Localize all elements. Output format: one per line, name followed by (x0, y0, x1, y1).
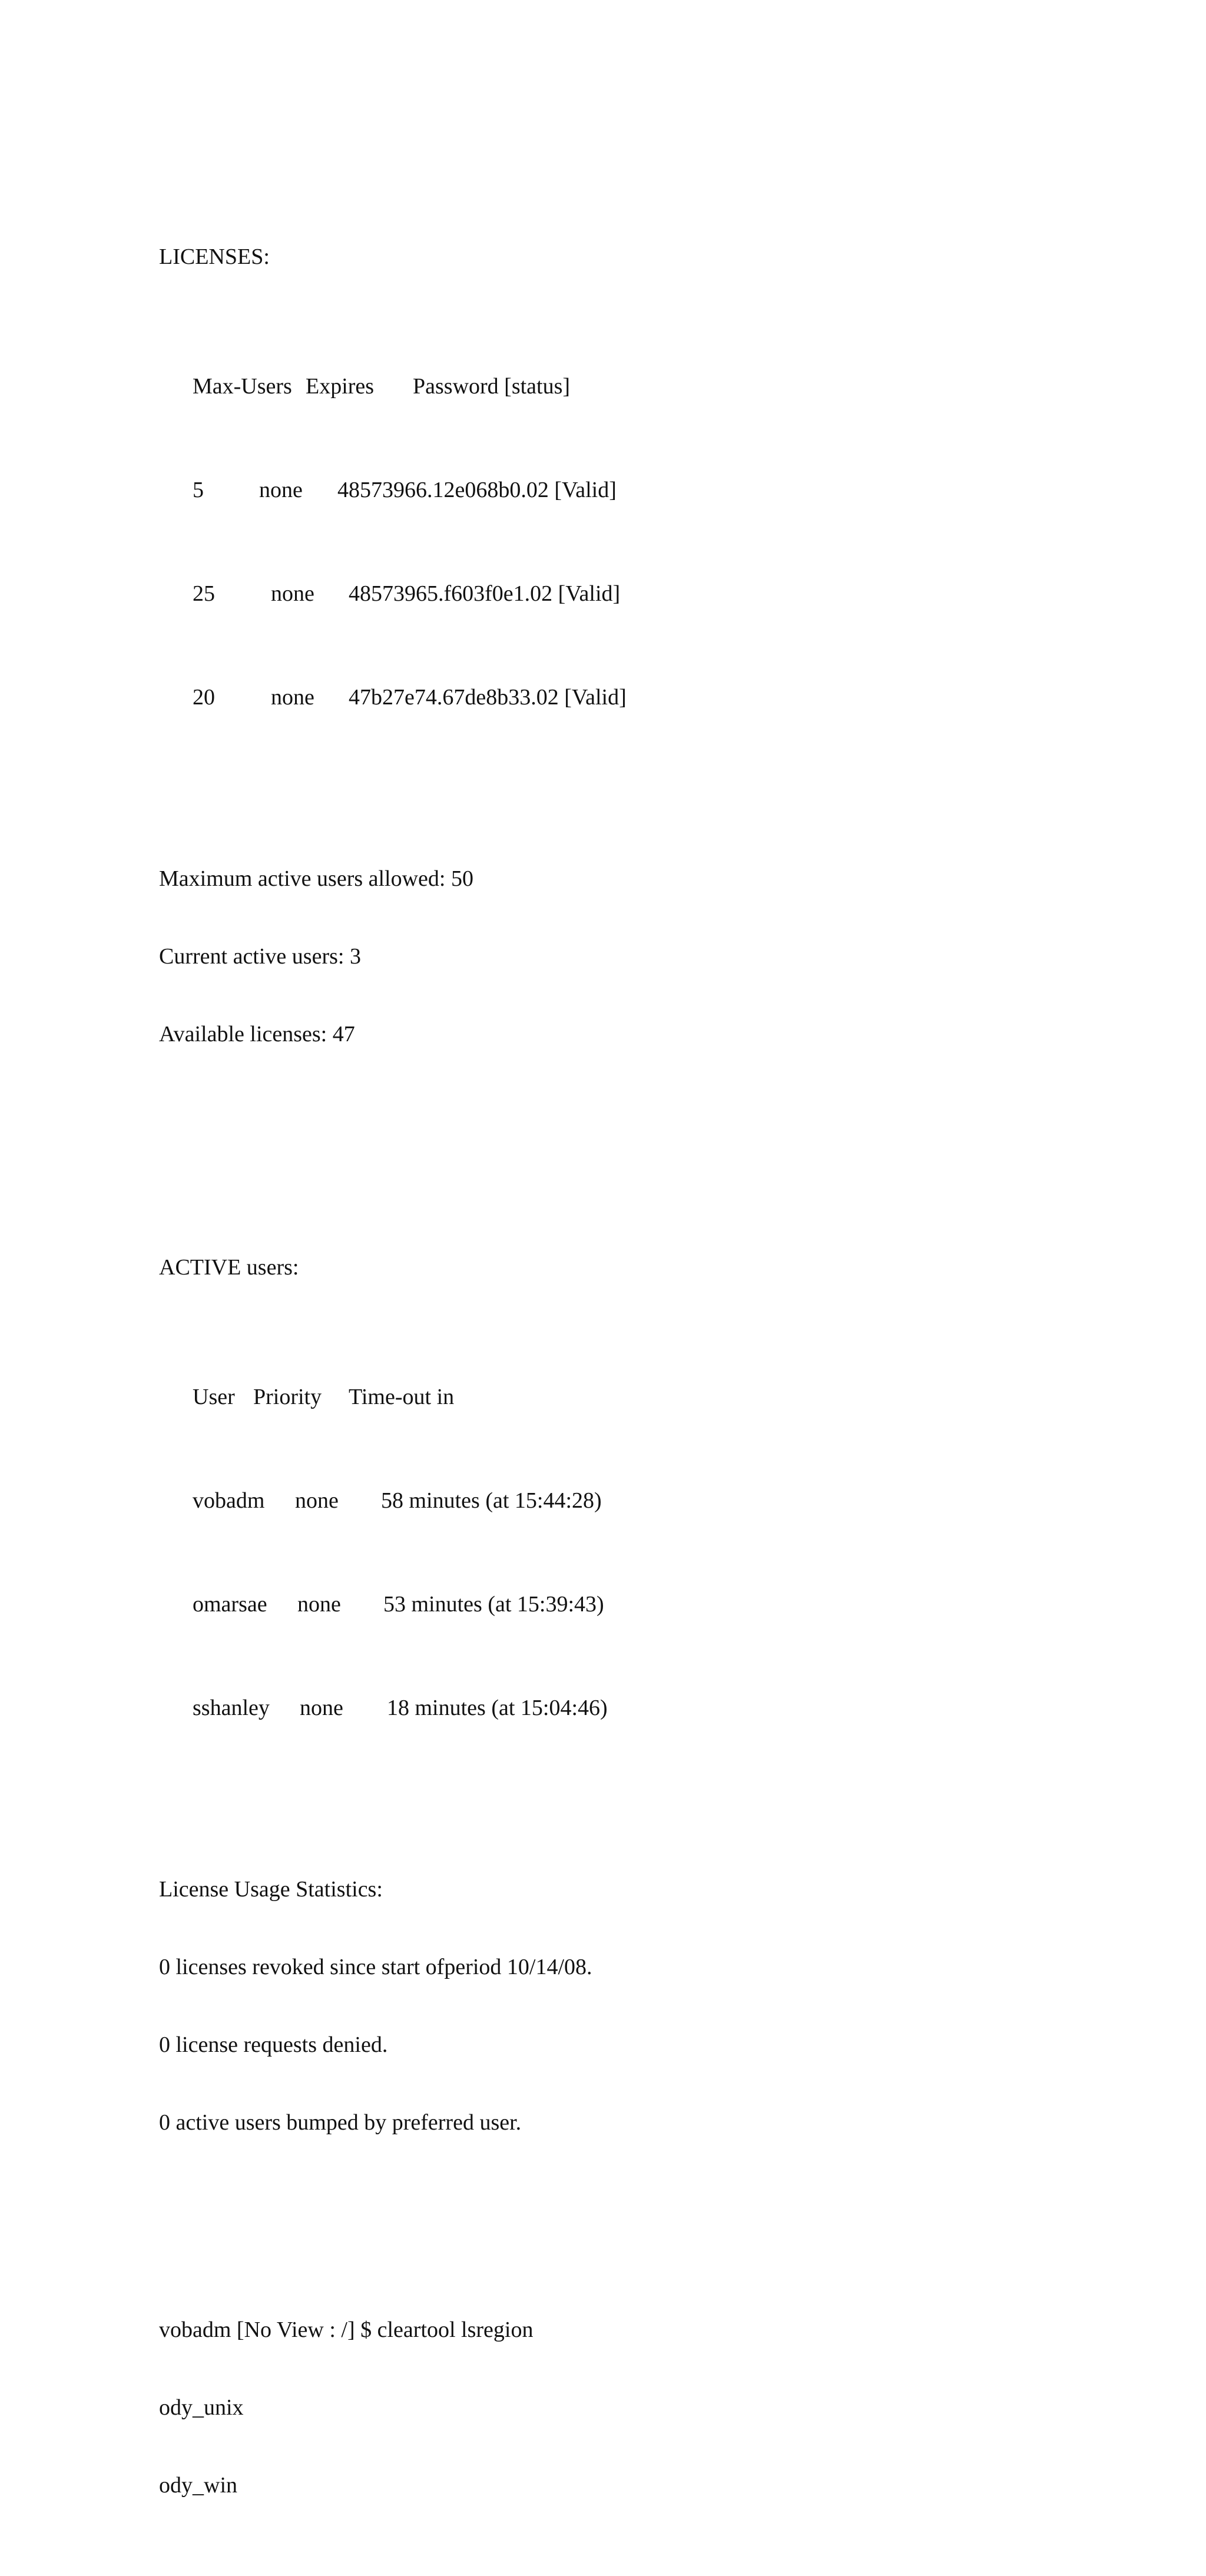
license-expires: none (271, 581, 314, 606)
active-user-priority: none (295, 1488, 339, 1513)
spacer (159, 762, 627, 788)
licenses-header-row (159, 347, 627, 399)
max-active-users-line: Maximum active users allowed: 50 (159, 866, 473, 891)
active-users-heading: ACTIVE users: (159, 1255, 299, 1280)
active-user-priority: none (300, 1696, 343, 1720)
spacer (159, 1125, 627, 1177)
license-max-users: 20 (193, 685, 215, 710)
license-password: 48573966.12e068b0.02 [Valid] (337, 478, 617, 502)
col-header-expires: Expires (306, 374, 375, 399)
available-licenses-line: Available licenses: 47 (159, 1022, 355, 1047)
license-expires: none (259, 478, 303, 502)
active-user-timeout: 18 minutes (at 15:04:46) (387, 1696, 608, 1720)
license-row (159, 658, 627, 710)
active-users-header-row (159, 1358, 627, 1409)
requests-denied-line: 0 license requests denied. (159, 2032, 388, 2057)
current-active-users-line: Current active users: 3 (159, 944, 361, 969)
active-user-name: omarsae (193, 1592, 267, 1617)
col-header-timeout: Time-out in (349, 1385, 455, 1409)
active-user-row (159, 1669, 627, 1720)
active-user-name: vobadm (193, 1488, 265, 1513)
users-bumped-line: 0 active users bumped by preferred user. (159, 2110, 522, 2135)
command-output-line: ody_win (159, 2473, 237, 2498)
licenses-heading: LICENSES: (159, 244, 270, 269)
license-row (159, 555, 627, 606)
col-header-user: User (193, 1385, 235, 1409)
license-password: 48573965.f603f0e1.02 [Valid] (349, 581, 621, 606)
terminal-output-text (159, 166, 627, 2576)
licenses-revoked-line: 0 licenses revoked since start ofperiod 10/14/08. (159, 1955, 592, 1979)
col-header-password: Password [status] (413, 374, 571, 399)
active-user-row (159, 1462, 627, 1513)
active-user-row (159, 1565, 627, 1617)
license-password: 47b27e74.67de8b33.02 [Valid] (349, 685, 627, 710)
active-user-timeout: 58 minutes (at 15:44:28) (381, 1488, 602, 1513)
col-header-max-users: Max-Users (193, 374, 292, 399)
license-max-users: 25 (193, 581, 215, 606)
license-expires: none (271, 685, 314, 710)
license-row (159, 451, 627, 502)
spacer (159, 1773, 627, 1799)
usage-statistics-heading: License Usage Statistics: (159, 1877, 383, 1902)
command-output-line: ody_unix (159, 2395, 244, 2420)
spacer (159, 2213, 627, 2239)
col-header-priority: Priority (253, 1385, 322, 1409)
active-user-priority: none (297, 1592, 341, 1617)
active-user-timeout: 53 minutes (at 15:39:43) (383, 1592, 604, 1617)
active-user-name: sshanley (193, 1696, 270, 1720)
license-max-users: 5 (193, 478, 204, 502)
command-prompt-line: vobadm [No View : /] $ cleartool lsregion (159, 2317, 534, 2342)
